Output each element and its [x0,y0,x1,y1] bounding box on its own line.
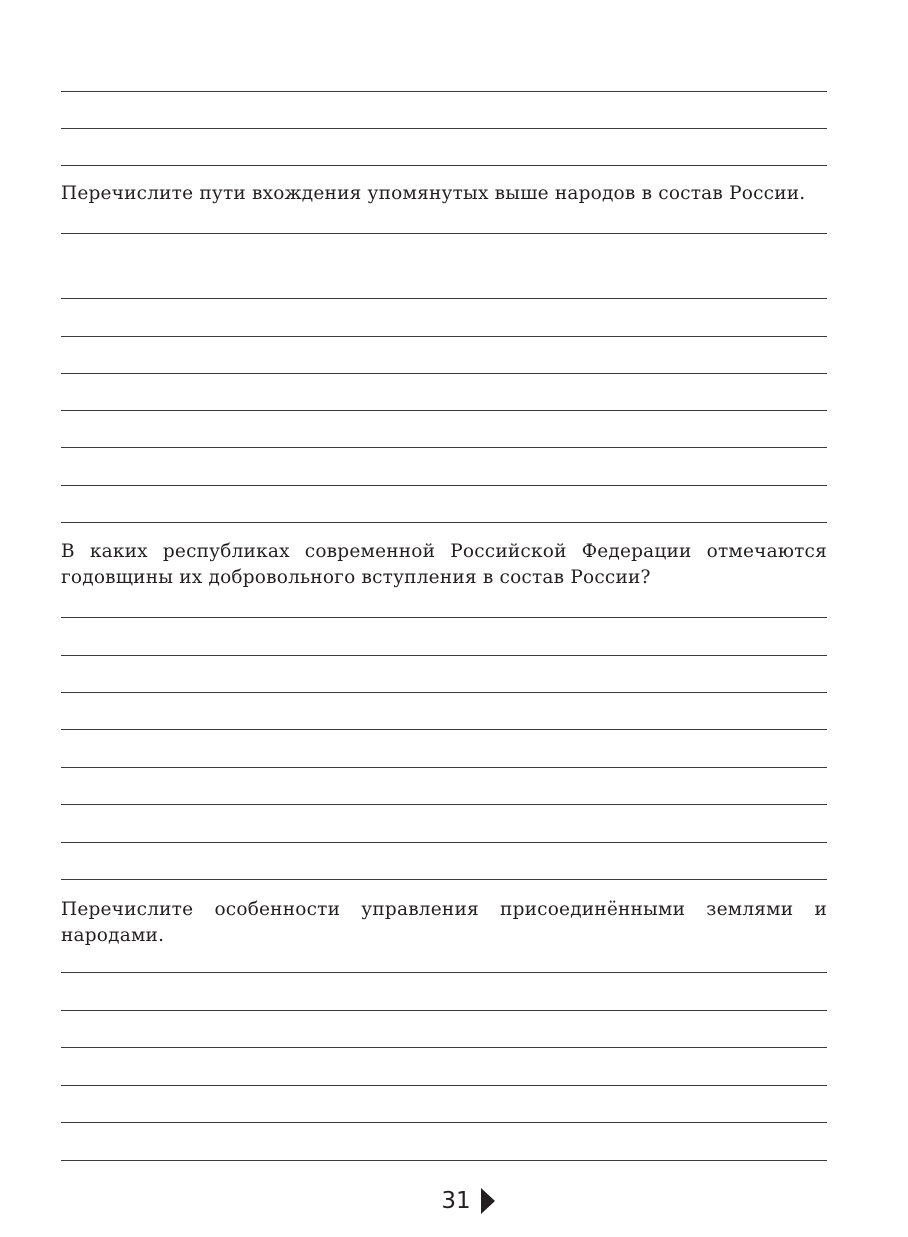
answer-line[interactable] [61,522,827,523]
answer-line[interactable] [61,336,827,337]
answer-line[interactable] [61,128,827,129]
answer-line[interactable] [61,767,827,768]
question-1: Перечислите пути вхождения упомянутых выше народов в состав России. [61,183,806,204]
answer-line[interactable] [61,655,827,656]
answer-line[interactable] [61,233,827,234]
answer-line[interactable] [61,1047,827,1048]
answer-line[interactable] [61,1010,827,1011]
answer-line[interactable] [61,447,827,448]
page-number: 31 [441,1188,471,1214]
answer-line[interactable] [61,1122,827,1123]
answer-line[interactable] [61,91,827,92]
answer-line[interactable] [61,729,827,730]
answer-line[interactable] [61,879,827,880]
question-2: В каких республиках современной Российской Федерации отмечаются годовщины их добровольного вступления в состав России? [61,541,827,588]
question-3: Перечислите особенности управления присоединёнными землями и народами. [61,899,827,946]
answer-line[interactable] [61,1085,827,1086]
answer-line[interactable] [61,298,827,299]
page-footer [0,1183,908,1219]
answer-line[interactable] [61,410,827,411]
answer-line[interactable] [61,165,827,166]
answer-line[interactable] [61,1160,827,1161]
next-page-arrow-icon [481,1188,495,1214]
answer-line[interactable] [61,617,827,618]
answer-line[interactable] [61,692,827,693]
answer-line[interactable] [61,485,827,486]
answer-line[interactable] [61,972,827,973]
answer-line[interactable] [61,842,827,843]
answer-line[interactable] [61,804,827,805]
answer-line[interactable] [61,373,827,374]
